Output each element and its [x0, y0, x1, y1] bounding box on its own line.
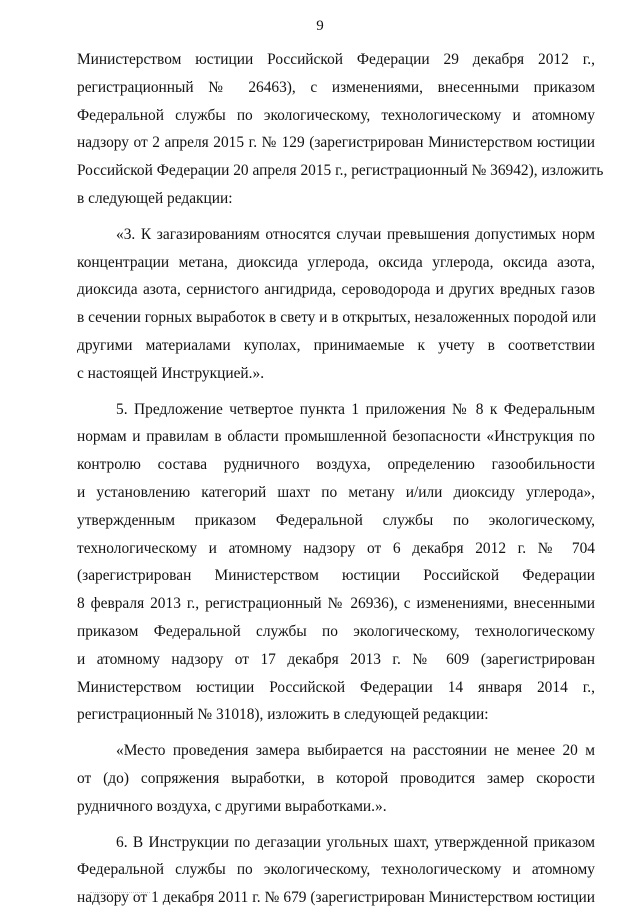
paragraph-spacer — [77, 388, 595, 396]
text-line: 5. Предложение четвертое пункта 1 приложения № 8 к Федеральным — [116, 400, 595, 418]
text-line: 8 февраля 2013 г., регистрационный № 26936), с изменениями, внесенными — [77, 595, 595, 613]
text-line: концентрации метана, диоксида углерода, оксида углерода, оксида азота, — [77, 253, 595, 271]
text-line: (зарегистрирован Министерством юстиции Российской Федерации — [77, 567, 595, 585]
text-line: 6. В Инструкции по дегазации угольных шахт, утвержденной приказом — [116, 833, 595, 851]
text-line: в следующей редакции: — [77, 189, 233, 207]
text-line: в сечении горных выработок в свету и в открытых, незаложенных породой или — [77, 309, 597, 327]
text-line: Федеральной службы по экологическому, технологическому и атомному — [77, 861, 595, 879]
text-line: технологическому и атомному надзору от 6 декабря 2012 г. № 704 — [77, 539, 595, 557]
paragraph-continuation — [77, 46, 604, 213]
page-number: 9 — [316, 18, 324, 34]
paragraph-spacer — [77, 821, 595, 829]
text-line: контролю состава рудничного воздуха, определению газообильности — [77, 456, 595, 474]
text-line: «Место проведения замера выбирается на расстоянии не менее 20 м — [116, 742, 595, 760]
text-line: надзору от 2 апреля 2015 г. № 129 (зарегистрирован Министерством юстиции — [77, 134, 595, 152]
text-line: надзору от 1 декабря 2011 г. № 679 (зарегистрирован Министерством юстиции — [77, 889, 595, 907]
text-line: рудничного воздуха, с другими выработками.». — [77, 797, 387, 815]
text-line: Российской Федерации 20 апреля 2015 г., регистрационный № 36942), изложить — [77, 162, 604, 180]
paragraph-quote-place — [77, 737, 595, 820]
text-line: Министерством юстиции Российской Федерации 14 января 2014 г., — [77, 678, 595, 696]
scan-artifact — [90, 892, 150, 895]
text-line: от (до) сопряжения выработки, в которой проводится замер скорости — [77, 769, 595, 787]
text-line: регистрационный № 26463), с изменениями, внесенными приказом — [77, 78, 595, 96]
text-line: диоксида азота, сернистого ангидрида, сероводорода и других вредных газов — [77, 281, 595, 299]
text-line: регистрационный № 31018), изложить в следующей редакции: — [77, 706, 489, 724]
text-line: нормам и правилам в области промышленной безопасности «Инструкция по — [77, 428, 595, 446]
document-body — [77, 46, 604, 912]
paragraph-spacer — [77, 213, 595, 221]
text-line: утвержденным приказом Федеральной службы по экологическому, — [77, 511, 595, 529]
text-line: Федеральной службы по экологическому, технологическому и атомному — [77, 106, 595, 124]
paragraph-quote-3 — [77, 221, 595, 388]
paragraph-spacer — [77, 729, 595, 737]
text-line: другими материалами куполах, принимаемые к учету в соответствии — [77, 336, 595, 354]
text-line: приказом Федеральной службы по экологическому, технологическому — [77, 622, 595, 640]
text-line: с настоящей Инструкцией.». — [77, 364, 265, 382]
paragraph-item-6 — [77, 829, 595, 912]
text-line: «3. К загазированиям относятся случаи превышения допустимых норм — [116, 225, 595, 243]
paragraph-item-5 — [77, 396, 595, 730]
text-line: Министерством юстиции Российской Федерации 29 декабря 2012 г., — [77, 51, 595, 68]
text-line: и установлению категорий шахт по метану и/или диоксиду углерода», — [77, 483, 595, 501]
text-line: и атомному надзору от 17 декабря 2013 г. № 609 (зарегистрирован — [77, 650, 595, 668]
